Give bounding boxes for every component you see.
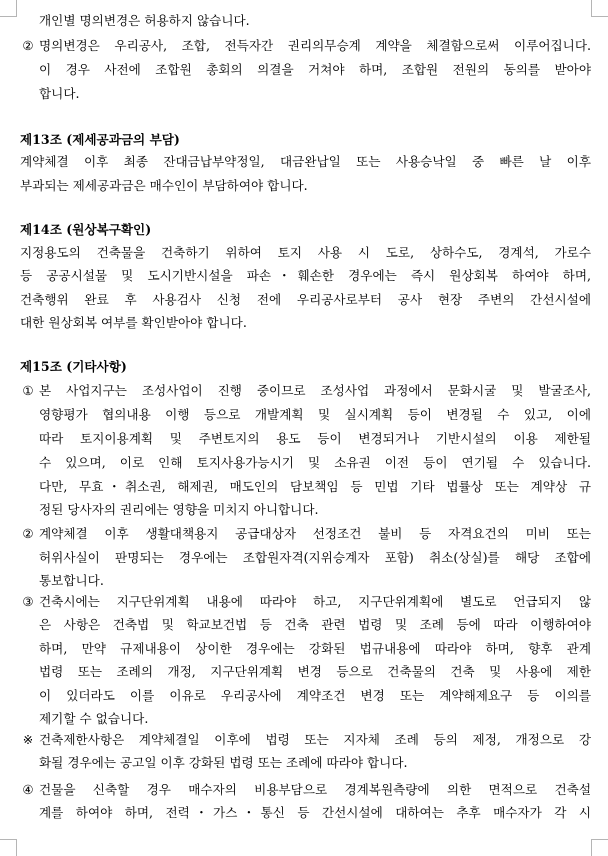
paragraph-line: 이 경우 사전에 조합원 총회의 의결을 거쳐야 하며, 조합원 전원의 동의를 받아야 — [39, 62, 591, 77]
item-marker: ② — [22, 38, 34, 53]
paragraph-line: 이 있더라도 이를 이유로 우리공사에 계약조건 변경 또는 계약해제요구 등 이의를 — [39, 688, 591, 703]
paragraph-line: 본 사업지구는 조성사업이 진행 중이므로 조성사업 과정에서 문화시굴 및 발굴조사, — [39, 383, 591, 398]
paragraph-line: 통보합니다. — [39, 573, 104, 588]
paragraph-line: 등 공공시설물 및 도시기반시설을 파손･훼손한 경우에는 즉시 원상회복 하여야 하며, — [20, 268, 591, 283]
paragraph-line: 정된 당사자의 권리에는 영향을 미치지 아니합니다. — [39, 502, 319, 517]
paragraph-line: 부과되는 제세공과금은 매수인이 부담하여야 합니다. — [20, 178, 308, 193]
paragraph-line: 계약체결 이후 최종 잔대금납부약정일, 대금완납일 또는 사용승낙일 중 빠른 날 이후 — [20, 154, 591, 169]
paragraph-line: 따라 토지이용계획 및 주변토지의 용도 등이 변경되거나 기반시설의 이용 제한될 — [39, 431, 591, 446]
paragraph-line: 영향평가 협의내용 이행 등으로 개발계획 및 실시계획 등이 변경될 수 있고, 이에 — [39, 407, 591, 422]
paragraph-line: 지정용도의 건축물을 건축하기 위하여 토지 사용 시 도로, 상하수도, 경계석, 가로수 — [20, 245, 591, 260]
crop-mark-top-right — [591, 0, 608, 17]
paragraph-line: 제기할 수 없습니다. — [39, 711, 149, 726]
paragraph-line: 개인별 명의변경은 허용하지 않습니다. — [39, 13, 250, 28]
paragraph-line: 건물을 신축할 경우 매수자의 비용부담으로 경계복원측량에 의한 면적으로 건축설 — [39, 782, 591, 797]
paragraph-line: 대한 원상회복 여부를 확인받아야 합니다. — [20, 315, 247, 330]
paragraph-line: 화될 경우에는 공고일 이후 강화된 법령 또는 조례에 따라야 합니다. — [39, 755, 408, 770]
crop-mark-bottom-right — [591, 839, 608, 856]
paragraph-line: 계약체결 이후 생활대책용지 공급대상자 선정조건 불비 등 자격요건의 미비 또는 — [39, 526, 591, 541]
paragraph-line: 명의변경은 우리공사, 조합, 전득자간 권리의무승계 계약을 체결함으로써 이루어집니다. — [39, 38, 591, 53]
item-marker: ② — [22, 526, 34, 541]
paragraph-line: 합니다. — [39, 86, 80, 101]
item-marker: ③ — [22, 594, 34, 609]
article-13-title: 제13조 (제세공과금의 부담) — [20, 132, 180, 147]
paragraph-line: 수 있으며, 이로 인해 토지사용가능시기 및 소유권 이전 등이 연기될 수 있습니다. — [39, 455, 591, 470]
item-marker: ① — [22, 383, 34, 398]
article-15-title: 제15조 (기타사항) — [20, 359, 127, 374]
paragraph-line: 건축시에는 지구단위계획 내용에 따라야 하고, 지구단위계획에 별도로 언급되지 않 — [39, 594, 591, 609]
article-14-title: 제14조 (원상복구확인) — [20, 222, 152, 237]
paragraph-line: 법령 또는 조례의 개정, 지구단위계획 변경 등으로 건축물의 건축 및 사용에 제한 — [39, 664, 591, 679]
paragraph-line: 건축제한사항은 계약체결일 이후에 법령 또는 지자체 조례 등의 제정, 개정으로 강 — [39, 732, 591, 747]
paragraph-line: 허위사실이 판명되는 경우에는 조합원자격(지위승계자 포함) 취소(상실)를 해당 조합에 — [39, 550, 591, 565]
crop-mark-top-left — [0, 0, 17, 17]
paragraph-line: 계를 하여야 하며, 전력･가스･통신 등 간선시설에 대하여는 추후 매수자가 각 시 — [39, 805, 591, 820]
note-marker: ※ — [22, 732, 34, 747]
paragraph-line: 하며, 만약 규제내용이 상이한 경우에는 강화된 법규내용에 따라야 하며, 향후 관계 — [39, 641, 591, 656]
crop-mark-bottom-left — [0, 839, 17, 856]
item-marker: ④ — [22, 782, 34, 797]
paragraph-line: 다만, 무효･취소권, 해제권, 매도인의 담보책임 등 민법 기타 법률상 또는 계약상 규 — [39, 479, 591, 494]
paragraph-line: 은 사항은 건축법 및 학교보건법 등 건축 관련 법령 및 조례 등에 따라 이행하여야 — [39, 617, 591, 632]
paragraph-line: 건축행위 완료 후 사용검사 신청 전에 우리공사로부터 공사 현장 주변의 간선시설에 — [20, 292, 591, 307]
